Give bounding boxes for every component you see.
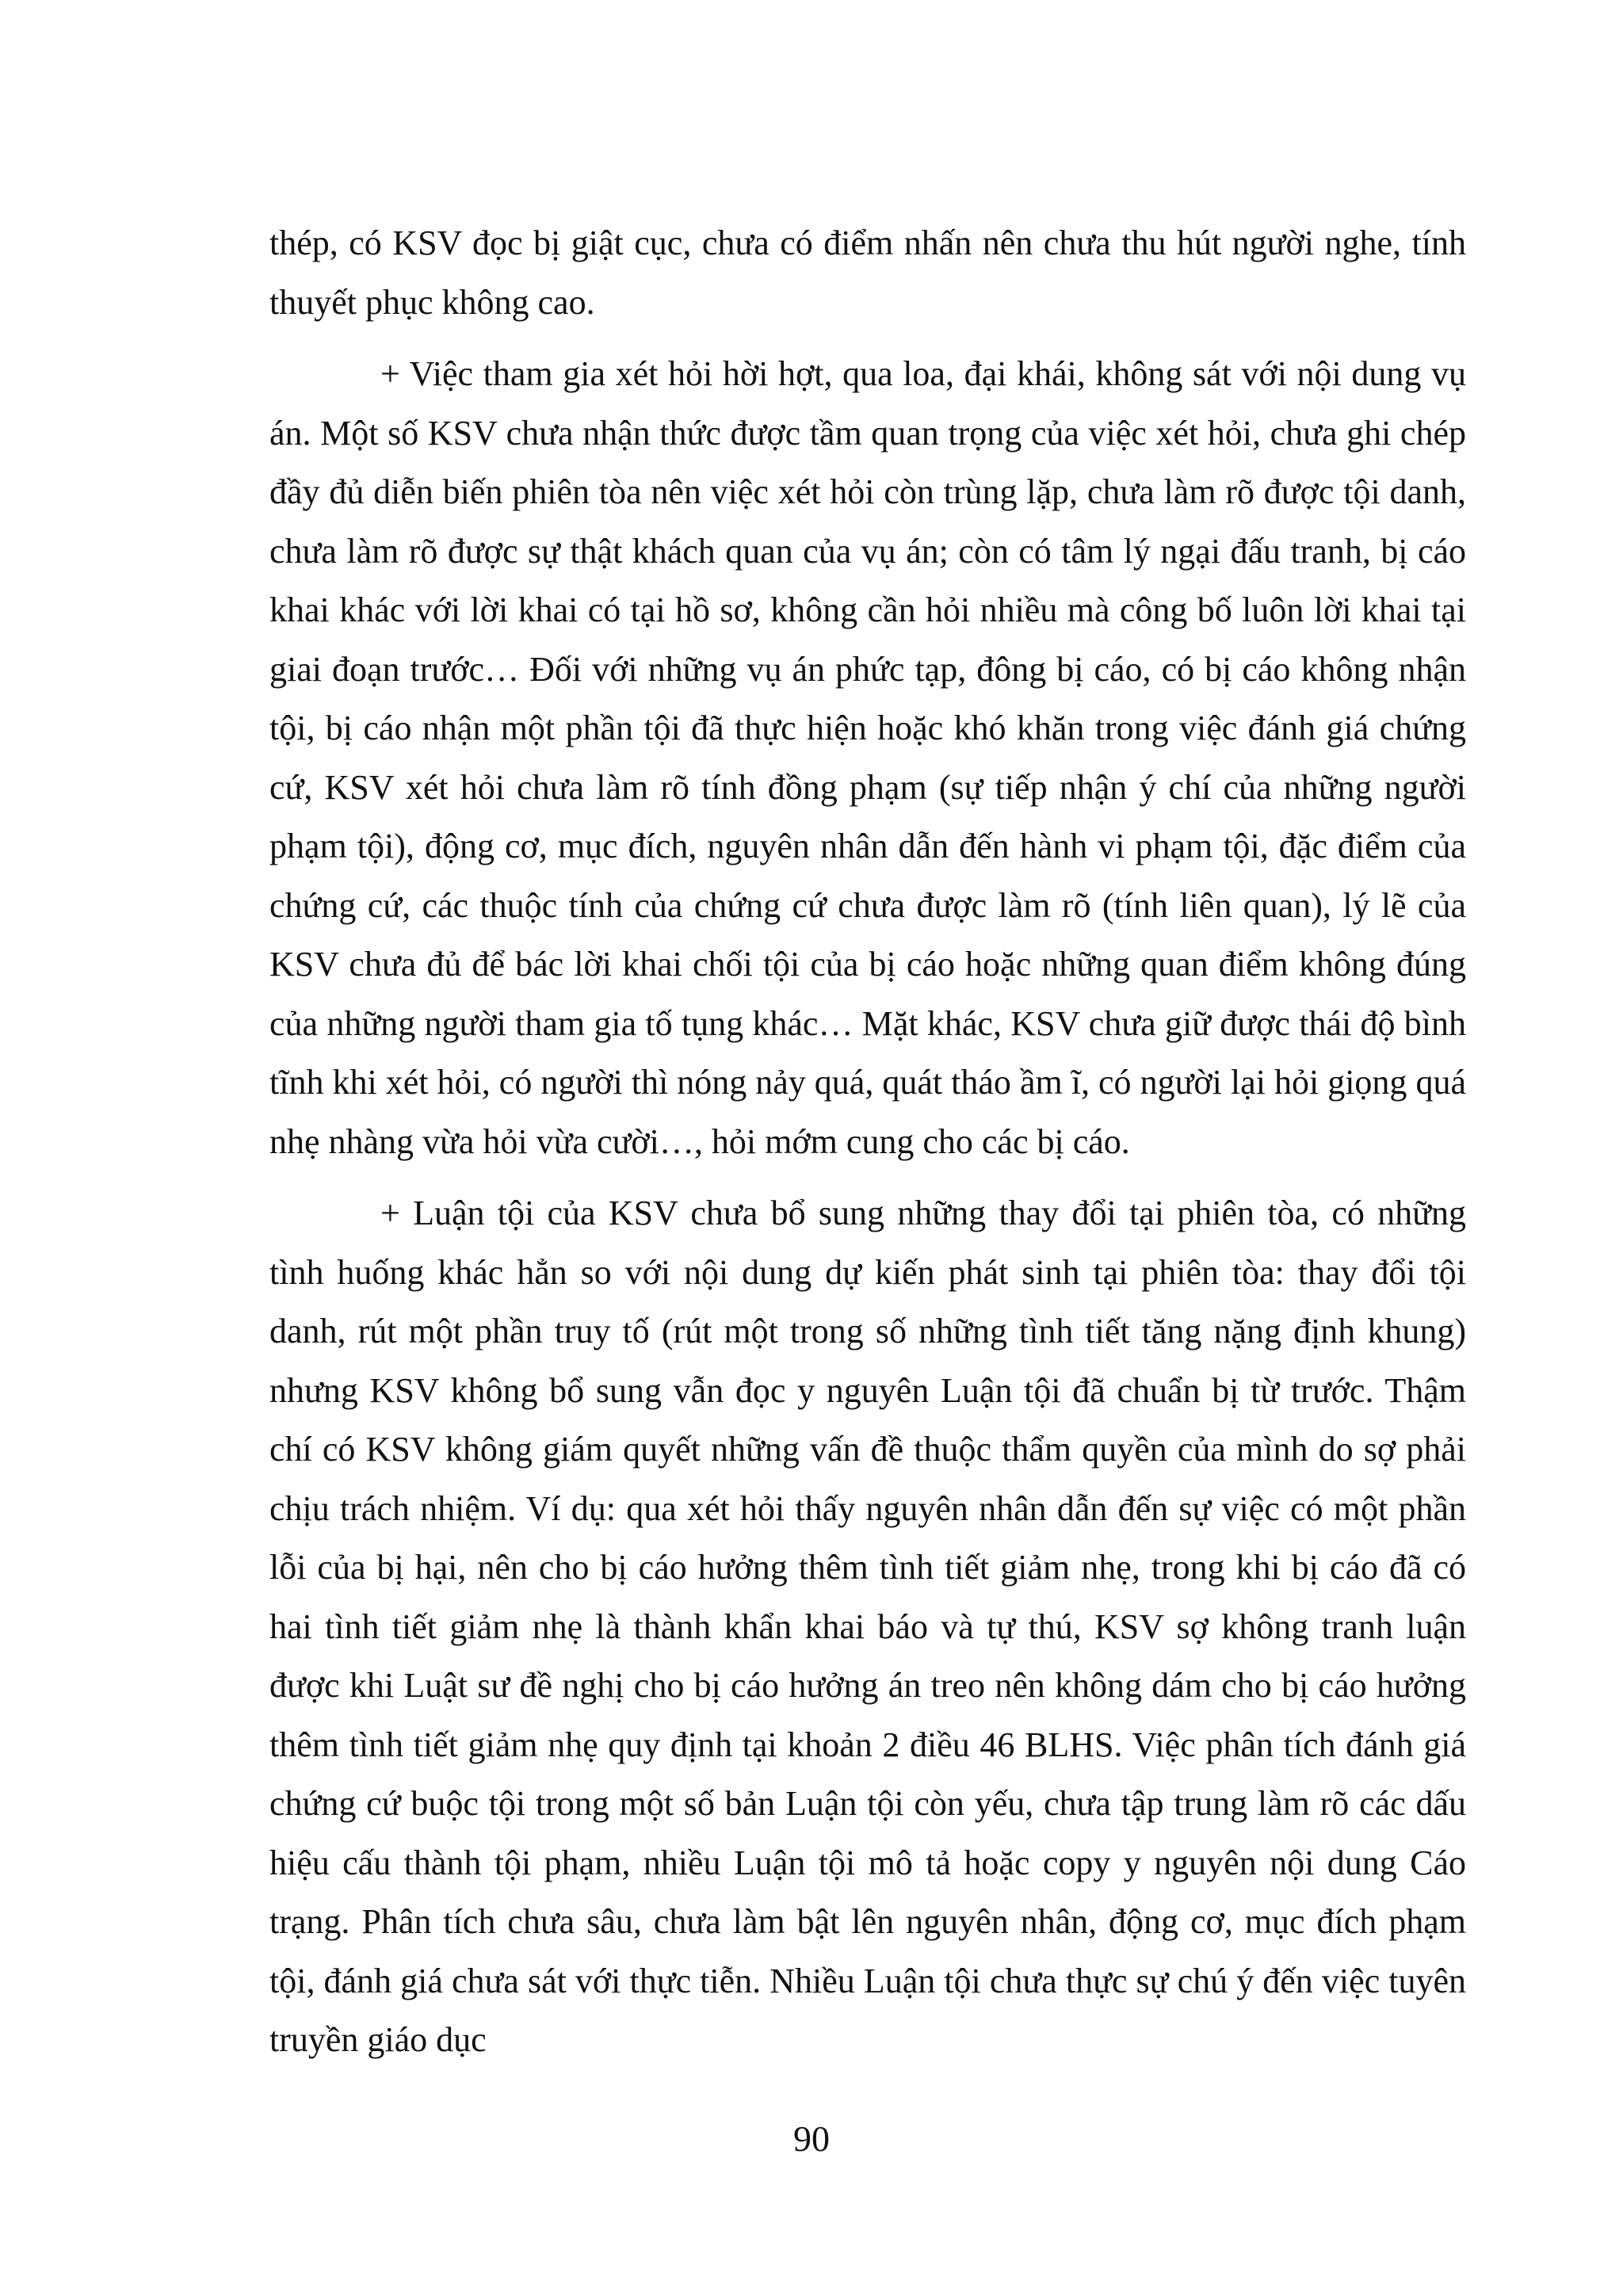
paragraph-indictment: + Luận tội của KSV chưa bổ sung những thay đổi tại phiên tòa, có những tình huống khác hẳn so với nội dung dự kiến phát sinh tại phiên tòa: thay đổi tội danh, rút một phần truy tố (rút một trong số những tình tiết tăng nặng định khung) nhưng KSV không bổ sung vẫn đọc y nguyên Luận tội đã chuẩn bị từ trước. Thậm chí có KSV không giám quyết những vấn đề thuộc thẩm quyền của mình do sợ phải chịu trách nhiệm. Ví dụ: qua xét hỏi thấy nguyên nhân dẫn đến sự việc có một phần lỗi của bị hại, nên cho bị cáo hưởng thêm tình tiết giảm nhẹ, trong khi bị cáo đã có hai tình tiết giảm nhẹ là thành khẩn khai báo và tự thú, KSV sợ không tranh luận được khi Luật sư đề nghị cho bị cáo hưởng án treo nên không dám cho bị cáo hưởng thêm tình tiết giảm nhẹ quy định tại khoản 2 điều 46 BLHS. Việc phân tích đánh giá chứng cứ buộc tội trong một số bản Luận tội còn yếu, chưa tập trung làm rõ các dấu hiệu cấu thành tội phạm, nhiều Luận tội mô tả hoặc copy y nguyên nội dung Cáo trạng. Phân tích chưa sâu, chưa làm bật lên nguyên nhân, động cơ, mục đích phạm tội, đánh giá chưa sát với thực tiễn. Nhiều Luận tội chưa thực sự chú ý đến việc tuyên truyền giáo dục (269, 1194, 1466, 2059)
paragraph-questioning: + Việc tham gia xét hỏi hời hợt, qua loa, đại khái, không sát với nội dung vụ án. Một số KSV chưa nhận thức được tầm quan trọng của việc xét hỏi, chưa ghi chép đầy đủ diễn biến phiên tòa nên việc xét hỏi còn trùng lặp, chưa làm rõ được tội danh, chưa làm rõ được sự thật khách quan của vụ án; còn có tâm lý ngại đấu tranh, bị cáo khai khác với lời khai có tại hồ sơ, không cần hỏi nhiều mà công bố luôn lời khai tại giai đoạn trước… Đối với những vụ án phức tạp, đông bị cáo, có bị cáo không nhận tội, bị cáo nhận một phần tội đã thực hiện hoặc khó khăn trong việc đánh giá chứng cứ, KSV xét hỏi chưa làm rõ tính đồng phạm (sự tiếp nhận ý chí của những người phạm tội), động cơ, mục đích, nguyên nhân dẫn đến hành vi phạm tội, đặc điểm của chứng cứ, các thuộc tính của chứng cứ chưa được làm rõ (tính liên quan), lý lẽ của KSV chưa đủ để bác lời khai chối tội của bị cáo hoặc những quan điểm không đúng của những người tham gia tố tụng khác… Mặt khác, KSV chưa giữ được thái độ bình tĩnh khi xét hỏi, có người thì nóng nảy quá, quát tháo ầm ĩ, có người lại hỏi giọng quá nhẹ nhàng vừa hỏi vừa cười…, hỏi mớm cung cho các bị cáo. (269, 354, 1466, 1161)
paragraph-continuation: thép, có KSV đọc bị giật cục, chưa có điểm nhấn nên chưa thu hút người nghe, tính thuyết phục không cao. (269, 223, 1466, 322)
body-text (269, 214, 1466, 2083)
page-number: 90 (793, 2118, 830, 2159)
